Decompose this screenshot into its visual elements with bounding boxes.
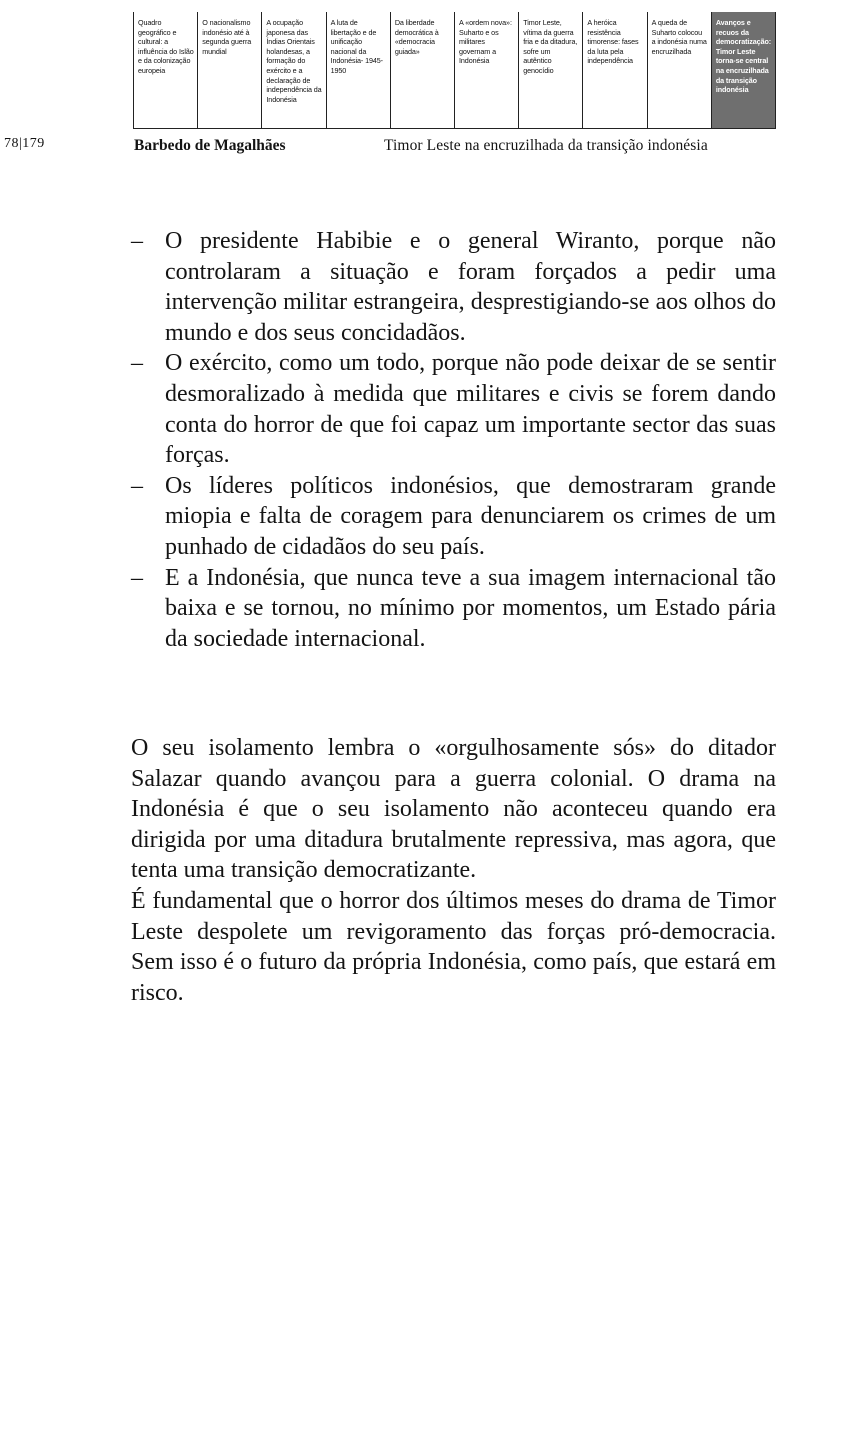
chapter-nav-cell-6: A «ordem nova»: Suharto e os militares governam a Indonésia xyxy=(455,12,519,128)
dash-marker: – xyxy=(131,564,143,591)
list-item-text: O presidente Habibie e o general Wiranto, porque não controlaram a situação e foram forçados a pedir uma intervenção militar estrangeira, desprestigiando-se aos olhos do mundo e dos seus concidadãos. xyxy=(165,228,776,346)
chapter-nav-cell-9: A queda de Suharto colocou a indonésia numa encruzilhada xyxy=(648,12,712,128)
list-item xyxy=(131,226,776,348)
chapter-nav-cell-7: Timor Leste, vítima da guerra fria e da ditadura, sofre um autêntico genocídio xyxy=(519,12,583,128)
list-item-text: Os líderes políticos indonésios, que demostraram grande miopia e falta de coragem para denunciarem os crimes de um punhado de cidadãos do seu país. xyxy=(165,472,776,560)
paragraph: O seu isolamento lembra o «orgulhosamente sós» do ditador Salazar quando avançou para a guerra colonial. O drama na Indonésia é que o seu isolamento não aconteceu quando era dirigida por uma ditadura brutalmente repressiva, mas agora, que tenta uma transição democratizante. xyxy=(131,735,776,884)
body-text xyxy=(131,733,776,1008)
chapter-nav-cell-5: Da liberdade democrática à «democracia guiada» xyxy=(391,12,455,128)
list-item-text: E a Indonésia, que nunca teve a sua imagem internacional tão baixa e se tornou, no mínimo por momentos, um Estado pária da sociedade internacional. xyxy=(165,564,776,652)
list-item xyxy=(131,563,776,655)
chapter-nav-cell-8: A heróica resistência timorense: fases da luta pela independência xyxy=(583,12,647,128)
paragraph: É fundamental que o horror dos últimos meses do drama de Timor Leste despolete um revigoramento das forças pró-democracia. Sem isso é o futuro da própria Indonésia, como país, que estará em risco. xyxy=(131,887,776,1006)
chapter-nav-cell-1: Quadro geográfico e cultural: a influência do Islão e da colonização europeia xyxy=(134,12,198,128)
author-name: Barbedo de Magalhães xyxy=(134,137,286,154)
chapter-nav-cell-3: A ocupação japonesa das Índias Orientais holandesas, a formação do exército e a declaração de independência da Indonésia xyxy=(262,12,326,128)
dash-marker: – xyxy=(131,350,143,377)
list-item xyxy=(131,471,776,563)
book-title: Timor Leste na encruzilhada da transição indonésia xyxy=(384,137,708,154)
dash-marker: – xyxy=(131,228,143,254)
chapter-nav-cell-4: A luta de libertação e de unificação nacional da Indonésia- 1945-1950 xyxy=(327,12,391,128)
page-number: 78|179 xyxy=(4,136,45,151)
list-item-text: O exército, como um todo, porque não pode deixar de se sentir desmoralizado à medida que militares e civis se forem dando conta do horror de que foi capaz um importante sector das suas forças. xyxy=(165,350,776,469)
chapter-nav-cell-2: O nacionalismo indonésio até à segunda guerra mundial xyxy=(198,12,262,128)
list-item xyxy=(131,348,776,470)
running-head xyxy=(0,136,841,156)
dash-list xyxy=(131,226,776,654)
chapter-navigation-strip xyxy=(133,12,776,129)
chapter-nav-cell-current: Avanços e recuos da democratização: Timor Leste torna-se central na encruzilhada da transição indonésia xyxy=(712,12,776,128)
dash-marker: – xyxy=(131,472,143,499)
